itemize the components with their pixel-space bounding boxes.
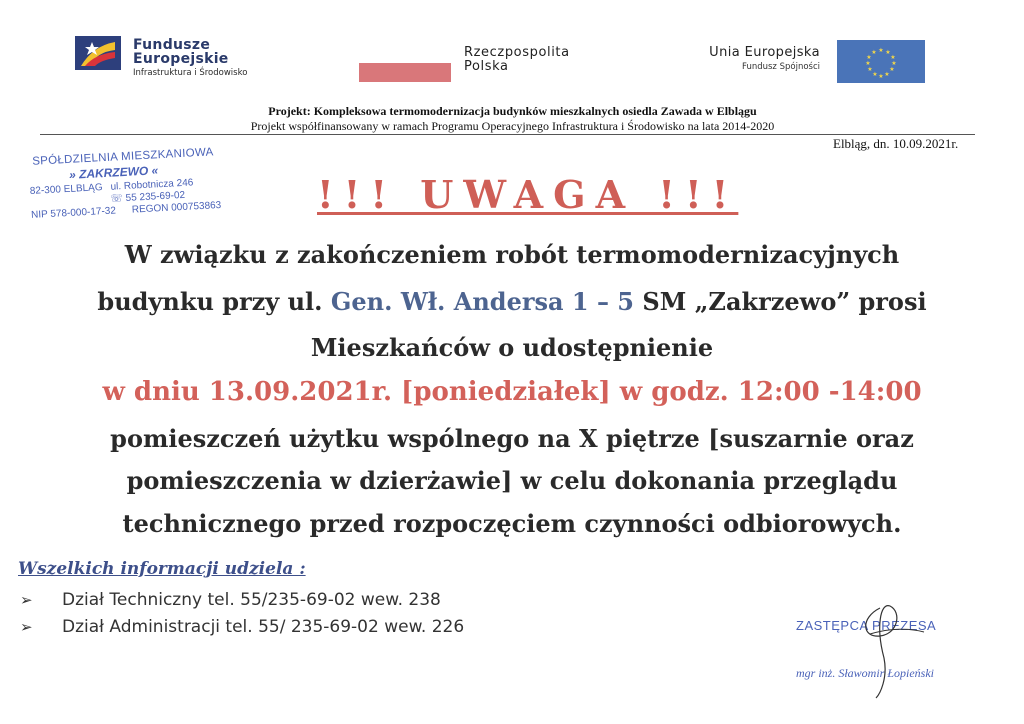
fundusze-europejskie-logo [75, 36, 121, 70]
stamp-line2: » ZAKRZEWO « [68, 163, 159, 182]
signature-name: mgr inż. Sławomir Łopieński [796, 666, 935, 680]
svg-text:★: ★ [890, 54, 896, 61]
rp-line2: Polska [464, 59, 509, 74]
rp-line1: Rzeczpospolita [464, 45, 570, 60]
handwritten-signature [850, 598, 930, 700]
stamp-line5a: NIP 578-000-17-32 [30, 205, 117, 221]
notice-line2 [0, 287, 1024, 316]
svg-text:★: ★ [885, 49, 891, 56]
arrow-bullet-icon: ➢ [20, 618, 33, 636]
svg-text:★: ★ [878, 73, 884, 80]
polish-flag [359, 63, 451, 82]
svg-text:★: ★ [884, 71, 890, 78]
notice-date-time: w dniu 13.09.2021r. [poniedziałek] w godz. 12:00 -14:00 [102, 377, 922, 407]
stamp-line4: ☏ 55 235-69-02 [110, 189, 186, 205]
arrow-bullet-icon: ➢ [20, 591, 33, 609]
stamp-line3b: ul. Robotnicza 246 [110, 177, 194, 193]
stamp-line3a: 82-300 ELBLĄG [29, 182, 103, 197]
fe-line2: Europejskie [133, 51, 229, 67]
svg-text:★: ★ [891, 60, 897, 67]
notice-line2-end: SM „Zakrzewo” prosi [642, 287, 927, 316]
svg-text:★: ★ [872, 71, 878, 78]
signature-title: ZASTĘPCA PREZESA [796, 618, 937, 633]
document-date: Elbląg, dn. 10.09.2021r. [833, 136, 959, 151]
svg-text:★: ★ [878, 47, 884, 54]
notice-line3: Mieszkańców o udostępnienie [310, 333, 714, 362]
svg-text:★: ★ [866, 54, 872, 61]
notice-line6: pomieszczenia w dzierżawie] w celu dokonania przeglądu [126, 466, 898, 495]
project-subtitle: Projekt współfinansowany w ramach Programu Operacyjnego Infrastruktura i Środowisko na lata 2014-2020 [250, 119, 775, 133]
stamp-line5b: REGON 000753863 [131, 199, 222, 216]
svg-text:★: ★ [865, 60, 871, 67]
info-item-text: Dział Administracji tel. 55/ 235-69-02 wew. 226 [62, 617, 465, 637]
svg-text:★: ★ [867, 66, 873, 73]
fundusze-europejskie-text [133, 38, 247, 78]
info-heading: Wszelkich informacji udziela : [18, 559, 306, 579]
project-title: Projekt: Kompleksowa termomodernizacja budynków mieszkalnych osiedla Zawada w Elblągu [268, 104, 757, 118]
header-divider [40, 134, 975, 135]
svg-text:★: ★ [871, 49, 877, 56]
notice-line5: pomieszczeń użytku wspólnego na X piętrze [suszarnie oraz [110, 424, 914, 453]
notice-line2-start: budynku przy ul. [97, 287, 323, 316]
ue-line2: Fundusz Spójności [742, 62, 820, 72]
notice-line1: W związku z zakończeniem robót termomodernizacyjnych [124, 240, 900, 269]
ue-line1: Unia Europejska [709, 45, 820, 60]
cooperative-stamp [28, 146, 231, 221]
notice-address: Gen. Wł. Andersa 1 – 5 [330, 287, 635, 316]
fe-line1: Fundusze [133, 37, 211, 53]
warning-title: !!! UWAGA !!! [317, 172, 739, 217]
svg-text:★: ★ [889, 66, 895, 73]
stamp-line1: SPÓŁDZIELNIA MIESZKANIOWA [31, 146, 214, 168]
info-item [20, 590, 441, 610]
info-item [20, 617, 464, 637]
info-item-text: Dział Techniczny tel. 55/235-69-02 wew. 238 [62, 590, 441, 610]
unia-europejska-text [670, 45, 820, 72]
eu-flag [837, 40, 925, 83]
fe-line3: Infrastruktura i Środowisko [133, 68, 248, 78]
notice-line7: technicznego przed rozpoczęciem czynności odbiorowych. [122, 509, 902, 538]
rzeczpospolita-polska-text [464, 46, 570, 74]
